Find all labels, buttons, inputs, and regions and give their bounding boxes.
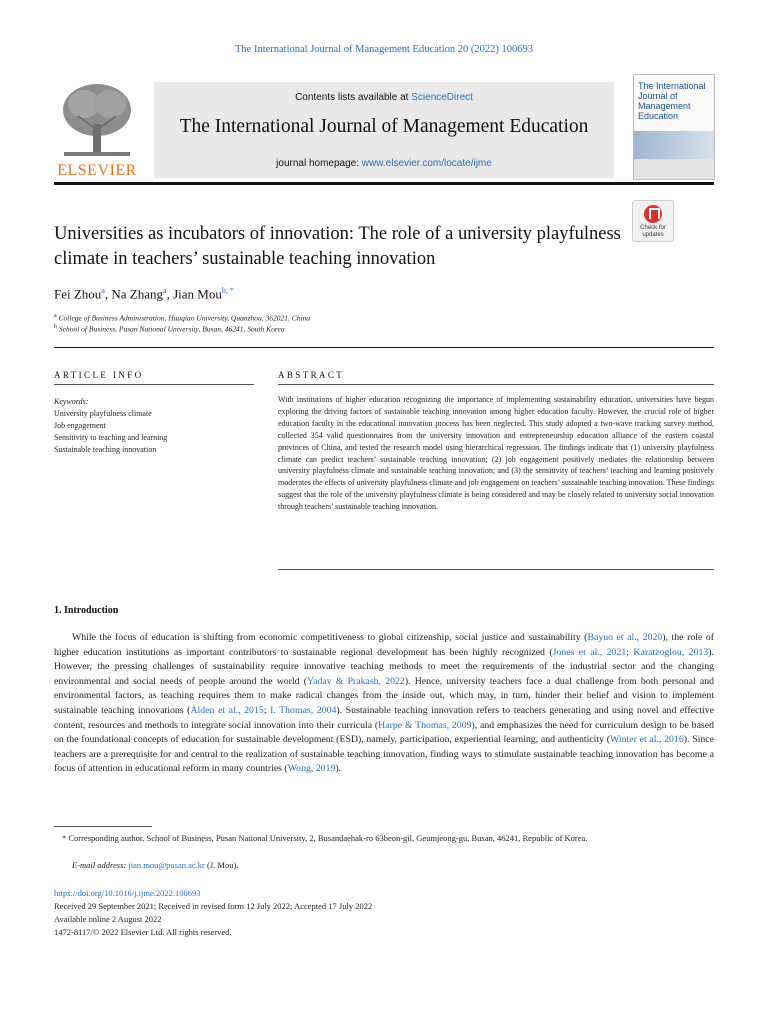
intro-text: ). Hence, university teachers face a dual challenge from both personal and environmental factors, as teaching requires them to make radical changes from the inside out, which may, in turn, hinder their belief and vision to implement sustainable teaching innovations ( xyxy=(54,675,715,716)
citation-link[interactable]: I. Thomas, 2004 xyxy=(270,704,337,716)
keyword: Sensitivity to teaching and learning xyxy=(54,433,168,442)
intro-text: ), and emphasizes the need for curriculum design to be based on the foundational concepts of education for sustainable development (ESD), namely, participation, experiential learning, and authenticity ( xyxy=(54,719,714,746)
introduction-heading: 1. Introduction xyxy=(54,605,119,616)
abstract-rule xyxy=(278,384,714,385)
author-affiliation-marker[interactable]: a xyxy=(163,286,167,295)
section-divider xyxy=(54,347,714,348)
bookmark-icon xyxy=(644,205,662,223)
citation-link[interactable]: Bayuo et al., 2020 xyxy=(587,632,663,643)
received-dates: Received 29 September 2021; Received in revised form 12 July 2022; Accepted 17 July 2022 xyxy=(54,901,373,911)
journal-homepage: journal homepage: www.elsevier.com/locate/ijme xyxy=(276,158,492,169)
author-name[interactable]: Jian Mou xyxy=(173,286,222,302)
intro-text: ). However, the pressing challenges of sustainability require innovative teaching methods to meet the requirements of the industrial sector and the changing environmental and social needs of people around the world ( xyxy=(54,646,714,687)
masthead-rule xyxy=(54,182,714,185)
check-for-updates-button[interactable] xyxy=(632,200,674,242)
journal-masthead xyxy=(54,72,714,184)
keyword: Job engagement xyxy=(54,421,106,430)
corresponding-author-note: * Corresponding author. School of Business, Pusan National University, 2, Busandaehak-ro 63beon-gil, Geumjeong-gu, Busan, 46241, Republic of Korea. xyxy=(62,833,588,843)
article-info-rule xyxy=(54,384,254,385)
journal-banner xyxy=(154,82,614,178)
cover-title: The International Journal of Management Education xyxy=(638,81,706,121)
citation-link[interactable]: Harpe & Thomas, 2009 xyxy=(378,719,472,731)
intro-text: ). Since teachers are a prerequisite for and central to the realization of sustainable teaching innovation, finding ways to stimulate sustainable teaching innovation has become a focus of attention in educational reform in many countries ( xyxy=(54,734,714,775)
email-label: E-mail address: xyxy=(72,860,127,870)
citation-link[interactable]: Winter et al., 2016 xyxy=(610,734,684,746)
abstract-text: With institutions of higher education recognizing the importance of implementing sustainability education, universities have begun exploring the driving factors of sustainable teaching innovation among higher education faculty. However, the crucial role of higher education faculty in the educational innovation process has been neglected. This study adopted a two-wave tracking survey method, collected 354 valid questionnaires from the university innovation and entrepreneurship education alliance of the eastern coastal provinces of China, and tested the research model using hierarchical regression. The findings indicate that (1) university playfulness climate can predict teachers’ sustainable teaching innovation; (2) job engagement positively mediates the relationship between university playfulness climate and sustainable teaching innovation; and (3) the sensitivity of teachers’ teaching and learning positively moderates the effects of university playfulness climate and job engagement on teachers’ sustainable teaching innovation. These findings suggest that the role of the university playfulness climate is being considered and may be closely related to university social innovation through teachers’ sustainable teaching innovation. xyxy=(278,395,714,512)
intro-text: ; xyxy=(263,704,271,716)
intro-text: ; xyxy=(626,646,634,658)
keyword: Sustainable teaching innovation xyxy=(54,445,157,454)
introduction-paragraph xyxy=(54,631,714,777)
email-suffix: (J. Mou). xyxy=(207,860,239,870)
email-link[interactable]: jian.mou@pusan.ac.kr xyxy=(128,860,205,870)
keywords-label: Keywords: xyxy=(54,397,89,406)
doi-link[interactable]: https://doi.org/10.1016/j.ijme.2022.100693 xyxy=(54,888,201,898)
author-list: Fei Zhou$^a$, Na Zhang$^a$, Jian Mou$^{b, *}$ xyxy=(54,286,234,302)
citation-link[interactable]: Wong, 2019 xyxy=(287,763,336,775)
intro-text: ). Sustainable teaching innovation refers to teachers generating and using novel and effective content, resources and methods to integrate social innovation into their curricula ( xyxy=(54,704,715,731)
elsevier-logo[interactable] xyxy=(54,80,140,180)
publication-info xyxy=(54,887,372,939)
author-affiliation-marker[interactable]: a xyxy=(101,286,105,295)
article-title: Universities as incubators of innovation: The role of a university playfulness climate in teachers’ sustainable teaching innovation xyxy=(54,224,621,269)
author-name[interactable]: Fei Zhou xyxy=(54,286,102,302)
citation-link[interactable]: Jones et al., 2021 xyxy=(552,646,627,658)
citation-link[interactable]: Yadav & Prakash, 2022 xyxy=(307,675,405,687)
available-online-date: Available online 2 August 2022 xyxy=(54,914,162,924)
contents-line: Contents lists available at ScienceDirect xyxy=(295,92,473,103)
author-name[interactable]: Na Zhang xyxy=(111,286,163,302)
cover-graphic xyxy=(634,131,714,159)
cover-footer xyxy=(634,159,714,179)
intro-text: While the focus of education is shifting from economic competitiveness to global citizenship, social justice and sustainability ( xyxy=(72,632,588,643)
article-info-heading: ARTICLE INFO xyxy=(54,370,144,380)
copyright-notice: 1472-8117/© 2022 Elsevier Ltd. All rights reserved. xyxy=(54,927,232,937)
keywords-block xyxy=(54,396,254,456)
journal-citation[interactable]: The International Journal of Management Education 20 (2022) 100693 xyxy=(235,44,533,55)
intro-text: ). xyxy=(335,763,342,775)
citation-link[interactable]: Alden et al., 2015 xyxy=(190,704,264,716)
keyword: University playfulness climate xyxy=(54,409,152,418)
journal-cover-thumbnail[interactable] xyxy=(633,74,715,180)
email-footnote xyxy=(72,860,238,870)
sciencedirect-link[interactable]: ScienceDirect xyxy=(411,92,473,103)
intro-text: ), the role of higher education institutions as important contributors to sustainable regional development has been highly recognized ( xyxy=(54,632,715,658)
affiliation: $^b$ School of Business, Pusan National University, Busan, 46241, South Korea xyxy=(54,324,285,334)
check-for-updates-label: Check for updates xyxy=(640,225,666,238)
affiliation: $^a$ College of Business Administration, Huaqiao University, Quanzhou, 362021, China xyxy=(54,313,311,323)
homepage-link[interactable]: www.elsevier.com/locate/ijme xyxy=(361,158,492,169)
citation-link[interactable]: Karatzoglou, 2013 xyxy=(633,646,709,658)
journal-title: The International Journal of Management Education xyxy=(179,116,589,137)
footnote-rule xyxy=(54,826,152,827)
abstract-heading: ABSTRACT xyxy=(278,370,345,380)
abstract-end-rule xyxy=(278,569,714,570)
elsevier-tree-icon xyxy=(54,80,140,162)
author-affiliation-marker[interactable]: b, * xyxy=(221,286,234,295)
publisher-name: ELSEVIER xyxy=(57,162,137,179)
